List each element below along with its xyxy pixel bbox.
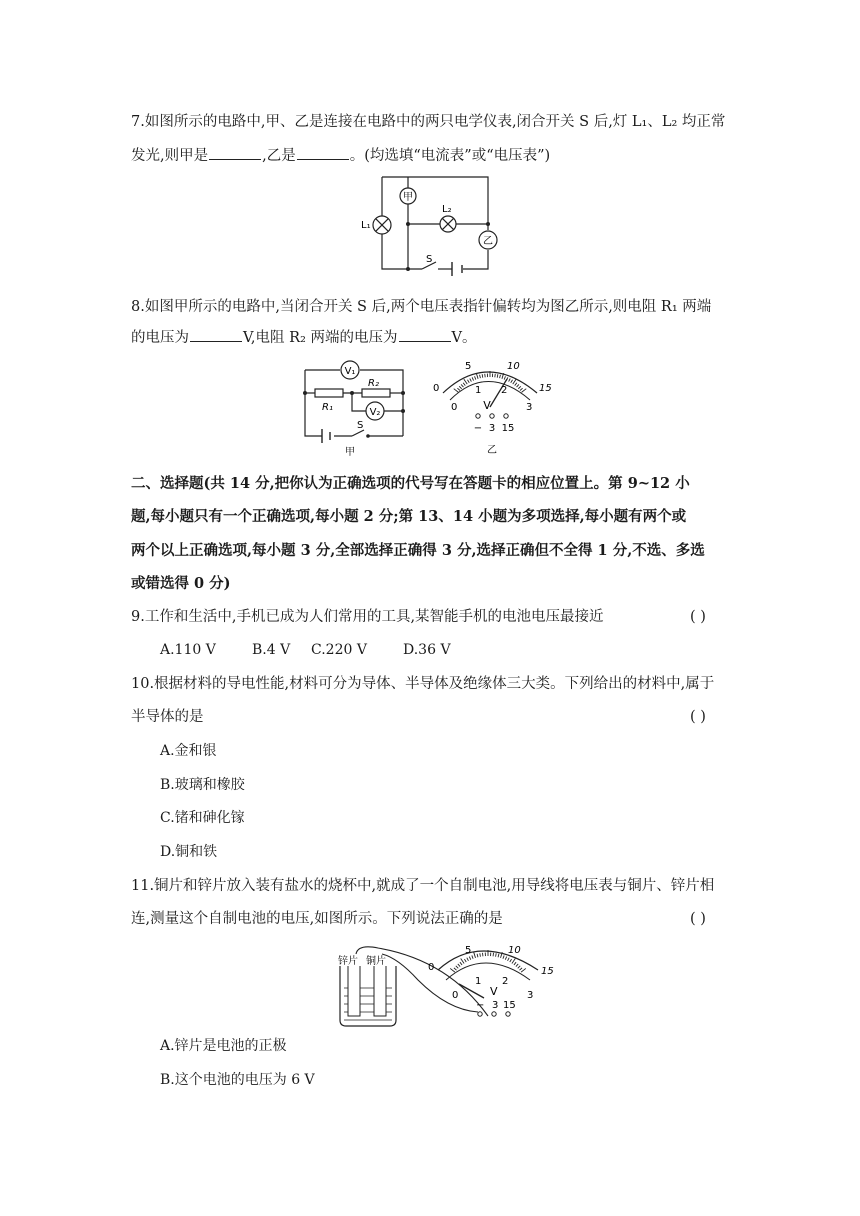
section2-heading-line2: 题,每小题只有一个正确选项,每小题 2 分;第 13、14 小题为多项选择,每小题有两个或 xyxy=(131,508,687,525)
dial-tick-mark xyxy=(469,957,470,960)
q11-option-a[interactable]: A.锌片是电池的正极 xyxy=(160,1038,287,1054)
q8-lower-tick-1: 1 xyxy=(475,385,482,396)
q7-lamp-l1-label: L₁ xyxy=(361,220,371,231)
dial-tick-mark xyxy=(517,384,519,387)
q8-fig-yi-caption: 乙 xyxy=(487,445,497,456)
q8-lower-tick-2: 2 xyxy=(501,385,508,396)
dial-tick-mark xyxy=(512,959,515,964)
q8-r1-label: R₁ xyxy=(322,402,333,413)
q8-fig-jia-caption: 甲 xyxy=(345,447,355,458)
dial-tick-mark xyxy=(480,375,481,378)
q7-meter-jia-label: 甲 xyxy=(403,192,413,203)
section2-heading-line1: 二、选择题(共 14 分,把你认为正确选项的代号写在答题卡的相应位置上。第 9~12 小 xyxy=(131,475,690,492)
q8-terminal-neg: − xyxy=(473,423,483,434)
dial-tick-mark xyxy=(518,966,520,968)
q10-option-a[interactable]: A.金和银 xyxy=(160,743,217,759)
q10-stem-line1: 10.根据材料的导电性能,材料可分为导体、半导体及绝缘体三大类。下列给出的材料中,属于 xyxy=(131,676,715,692)
q7-circuit-figure xyxy=(360,172,510,272)
q9-option-d[interactable]: D.36 V xyxy=(403,642,451,658)
dial-tick-mark xyxy=(464,959,466,962)
dial-tick-mark xyxy=(518,386,520,388)
q7-switch-label: S xyxy=(426,254,433,265)
q8-blank-r2[interactable] xyxy=(399,327,451,342)
dial-tick-mark xyxy=(514,962,516,965)
dial-tick-mark xyxy=(480,953,481,956)
q11-lower-tick-1: 1 xyxy=(475,976,482,987)
q9-option-a[interactable]: A.110 V xyxy=(160,642,216,658)
q8-terminal-3: 3 xyxy=(488,423,496,434)
q7-stem-line1: 7.如图所示的电路中,甲、乙是连接在电路中的两只电学仪表,闭合开关 S 后,灯 L₁、L₂ 均正常 xyxy=(131,114,726,130)
q11-stem-line1: 11.铜片和锌片放入装有盐水的烧杯中,就成了一个自制电池,用导线将电压表与铜片、锌片相 xyxy=(131,878,715,894)
dial-tick-mark xyxy=(519,968,522,970)
section2-heading-line3: 两个以上正确选项,每小题 3 分,全部选择正确得 3 分,选择正确但不全得 1 分,不选、多选 xyxy=(131,542,705,559)
dial-tick-mark xyxy=(515,383,517,386)
dial-tick-mark xyxy=(456,966,458,968)
dial-tick-mark xyxy=(521,968,526,972)
dial-tick-mark xyxy=(450,968,455,972)
q11-upper-tick-15: 15 xyxy=(541,966,554,977)
dial-tick-mark xyxy=(498,954,499,957)
q10-stem-line2: 半导体的是 xyxy=(131,709,204,725)
dial-tick-mark xyxy=(460,962,462,965)
q11-upper-tick-10: 10 xyxy=(508,945,521,956)
dial-tick-mark xyxy=(458,964,460,967)
dial-tick-mark xyxy=(505,957,506,960)
dial-tick-mark xyxy=(516,964,518,967)
q10-answer-paren[interactable]: ( ) xyxy=(690,709,706,725)
dial-tick-mark xyxy=(520,388,523,390)
q11-lower-tick-0: 0 xyxy=(452,990,459,1001)
dial-tick-mark xyxy=(467,958,469,961)
q8-r2-label: R₂ xyxy=(368,378,379,389)
q8-blank-r1[interactable] xyxy=(190,327,242,342)
q11-battery-voltmeter-figure xyxy=(328,940,558,1030)
q11-terminal-3: 3 xyxy=(492,1000,499,1011)
dial-tick-mark xyxy=(459,386,461,388)
dial-tick-mark xyxy=(513,379,516,384)
dial-tick-mark xyxy=(474,952,476,958)
dial-tick-mark xyxy=(454,389,459,393)
dial-tick-mark xyxy=(511,380,513,383)
q8-circuit-figure-jia xyxy=(300,358,410,458)
q11-lower-tick-3: 3 xyxy=(527,990,534,1001)
dial-tick-mark xyxy=(472,377,473,380)
q8-terminal-15: 15 xyxy=(501,423,515,434)
q10-option-b[interactable]: B.玻璃和橡胶 xyxy=(160,777,245,793)
q8-upper-tick-10: 10 xyxy=(507,361,520,372)
q8-v1-label: V₁ xyxy=(344,366,356,377)
q11-unit-v: V xyxy=(490,985,498,998)
q11-option-b[interactable]: B.这个电池的电压为 6 V xyxy=(160,1072,315,1088)
dial-tick-mark xyxy=(461,384,463,387)
dial-tick-mark xyxy=(475,376,476,379)
q8-stem-line1: 8.如图甲所示的电路中,当闭合开关 S 后,两个电压表指针偏转均为图乙所示,则电阻 R₁ 两端 xyxy=(131,299,712,315)
q8-voltmeter-dial-yi xyxy=(425,355,555,457)
q7-blank-jia[interactable] xyxy=(209,145,261,160)
q11-terminal-neg: − xyxy=(476,1000,485,1011)
q8-unit-v: V xyxy=(483,399,491,412)
q8-switch-label: S xyxy=(357,420,364,431)
q7-lamp-l2-label: L₂ xyxy=(442,204,452,215)
q8-upper-tick-5: 5 xyxy=(465,361,472,372)
q7-meter-yi-label: 乙 xyxy=(483,236,493,247)
q9-stem: 9.工作和生活中,手机已成为人们常用的工具,某智能手机的电池电压最接近 xyxy=(131,609,604,625)
q9-option-c[interactable]: C.220 V xyxy=(311,642,367,658)
dial-tick-mark xyxy=(463,383,465,386)
q11-lower-tick-2: 2 xyxy=(502,976,509,987)
q11-upper-tick-0: 0 xyxy=(428,962,435,973)
dial-tick-mark xyxy=(509,378,511,381)
dial-tick-mark xyxy=(496,953,497,956)
dial-tick-mark xyxy=(454,968,457,970)
q8-upper-tick-0: 0 xyxy=(433,383,440,394)
dial-tick-mark xyxy=(467,380,469,383)
q7-blank-yi[interactable] xyxy=(297,145,349,160)
q8-lower-tick-3: 3 xyxy=(526,402,533,413)
q10-option-d[interactable]: D.铜和铁 xyxy=(160,844,218,860)
q11-upper-tick-5: 5 xyxy=(465,945,472,956)
q11-copper-label: 铜片 xyxy=(366,956,386,967)
q9-option-b[interactable]: B.4 V xyxy=(252,642,291,658)
section2-heading-line4: 或错选得 0 分) xyxy=(131,575,231,592)
q7-stem-line2: 发光,则甲是 ,乙是 。(均选填“电流表”或“电压表”) xyxy=(131,145,550,166)
q10-option-c[interactable]: C.锗和砷化镓 xyxy=(160,810,245,826)
dial-tick-mark xyxy=(461,959,464,964)
dial-tick-mark xyxy=(503,955,504,958)
q11-terminal-15: 15 xyxy=(503,1000,516,1011)
q8-upper-tick-15: 15 xyxy=(539,383,552,394)
dial-tick-mark xyxy=(497,374,498,377)
dial-tick-mark xyxy=(476,373,478,379)
q8-lower-tick-0: 0 xyxy=(451,402,458,413)
q11-zinc-label: 锌片 xyxy=(338,956,358,967)
q8-stem-line2: 的电压为 V,电阻 R₂ 两端的电压为 V。 xyxy=(131,327,476,348)
dial-tick-mark xyxy=(522,389,527,393)
q9-answer-paren[interactable]: ( ) xyxy=(690,609,706,625)
dial-tick-mark xyxy=(504,376,505,379)
dial-tick-mark xyxy=(470,378,472,381)
dial-tick-mark xyxy=(508,958,510,961)
dial-tick-mark xyxy=(477,954,478,957)
dial-tick-mark xyxy=(500,375,501,378)
dial-tick-mark xyxy=(464,379,467,384)
dial-tick-mark xyxy=(457,388,460,390)
dial-tick-mark xyxy=(510,959,512,962)
q8-v2-label: V₂ xyxy=(369,407,381,418)
dial-tick-mark xyxy=(482,374,483,377)
q11-answer-paren[interactable]: ( ) xyxy=(690,911,706,927)
q11-stem-line2: 连,测量这个自制电池的电压,如图所示。下列说法正确的是 xyxy=(131,911,503,927)
dial-tick-mark xyxy=(472,955,473,958)
